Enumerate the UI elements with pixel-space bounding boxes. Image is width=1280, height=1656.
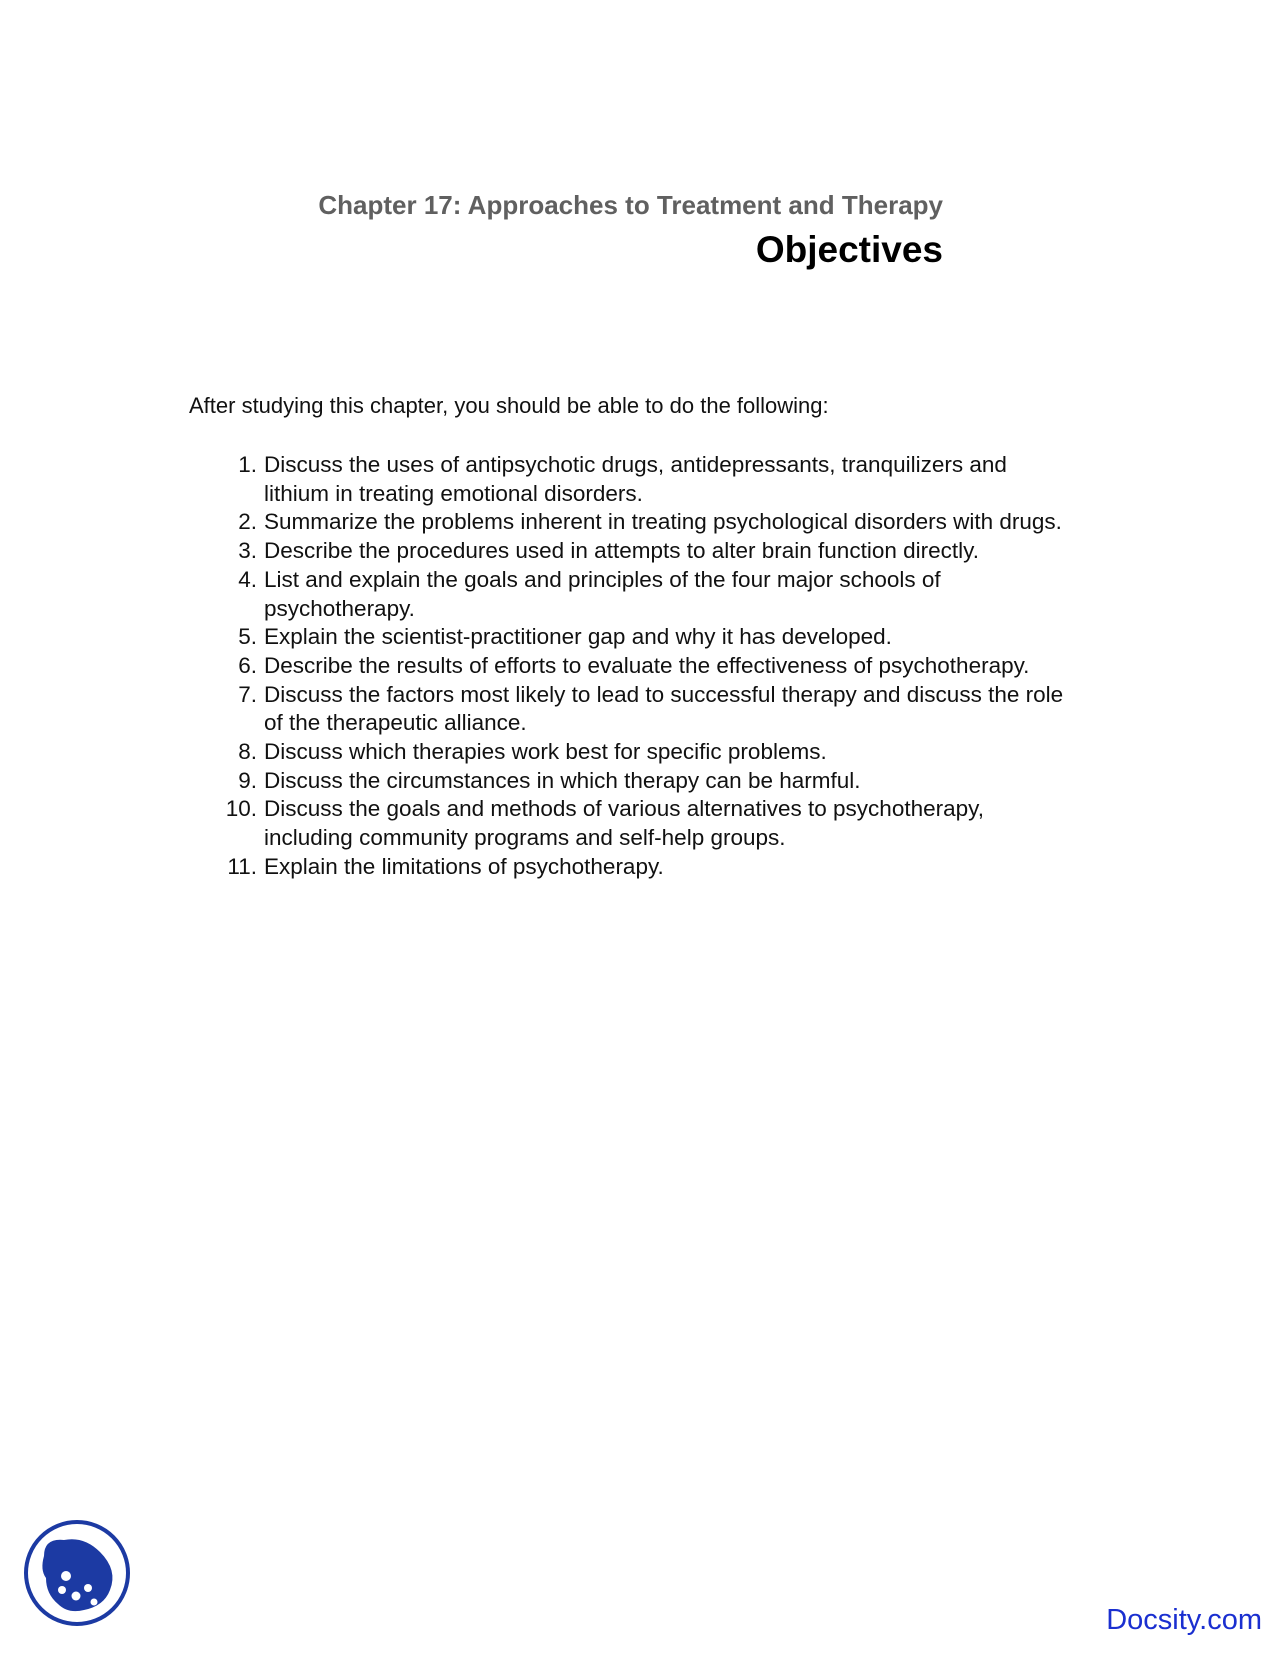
- list-item-number: 9.: [238, 767, 257, 793]
- docsity-link[interactable]: Docsity.com: [1106, 1604, 1262, 1636]
- list-item-text: Explain the limitations of psychotherapy.: [264, 853, 664, 879]
- list-item: [220, 537, 1070, 566]
- list-item-number: 10.: [225, 796, 257, 822]
- list-item-text: Discuss the factors most likely to lead to successful therapy and discuss the role of the therapeutic alliance.: [264, 681, 1064, 736]
- list-item: [220, 652, 1070, 681]
- list-item-number: 5.: [238, 624, 257, 650]
- list-item-text: List and explain the goals and principles of the four major schools of psychotherapy.: [264, 566, 941, 621]
- list-item-number: 2.: [238, 509, 257, 535]
- list-item-text: Discuss the circumstances in which therapy can be harmful.: [264, 767, 861, 793]
- objectives-list: [220, 451, 1070, 882]
- list-item-number: 6.: [238, 652, 257, 678]
- list-item-number: 11.: [227, 853, 257, 879]
- list-item-text: Discuss the goals and methods of various alternatives to psychotherapy, including community programs and self-help groups.: [264, 796, 984, 851]
- list-item: [220, 853, 1070, 882]
- list-item-text: Explain the scientist-practitioner gap and why it has developed.: [264, 624, 892, 650]
- list-item-text: Discuss the uses of antipsychotic drugs, antidepressants, tranquilizers and lithium in treating emotional disorders.: [264, 452, 1007, 506]
- list-item-text: Describe the procedures used in attempts to alter brain function directly.: [264, 538, 979, 564]
- list-item: [220, 795, 1070, 852]
- list-item-number: 7.: [238, 681, 257, 707]
- list-item-text: Describe the results of efforts to evaluate the effectiveness of psychotherapy.: [264, 652, 1030, 678]
- list-item: [220, 738, 1070, 767]
- list-item: [220, 566, 1070, 623]
- list-item-text: Discuss which therapies work best for specific problems.: [264, 739, 827, 765]
- intro-text: After studying this chapter, you should be able to do the following:: [189, 393, 829, 418]
- list-item: [220, 623, 1070, 652]
- chapter-title: Chapter 17: Approaches to Treatment and Therapy: [318, 190, 943, 220]
- list-item: [220, 681, 1070, 738]
- page-title: Objectives: [755, 229, 943, 270]
- docsity-logo-graphic: [22, 1518, 132, 1628]
- list-item-number: 1.: [238, 452, 257, 477]
- list-item: [220, 451, 1070, 508]
- list-item-number: 4.: [238, 566, 257, 592]
- list-item-text: Summarize the problems inherent in treating psychological disorders with drugs.: [264, 509, 1062, 535]
- list-item-number: 3.: [238, 538, 257, 564]
- list-item: [220, 767, 1070, 796]
- list-item-number: 8.: [238, 739, 257, 765]
- docsity-logo-icon[interactable]: [22, 1518, 132, 1628]
- list-item: [220, 508, 1070, 537]
